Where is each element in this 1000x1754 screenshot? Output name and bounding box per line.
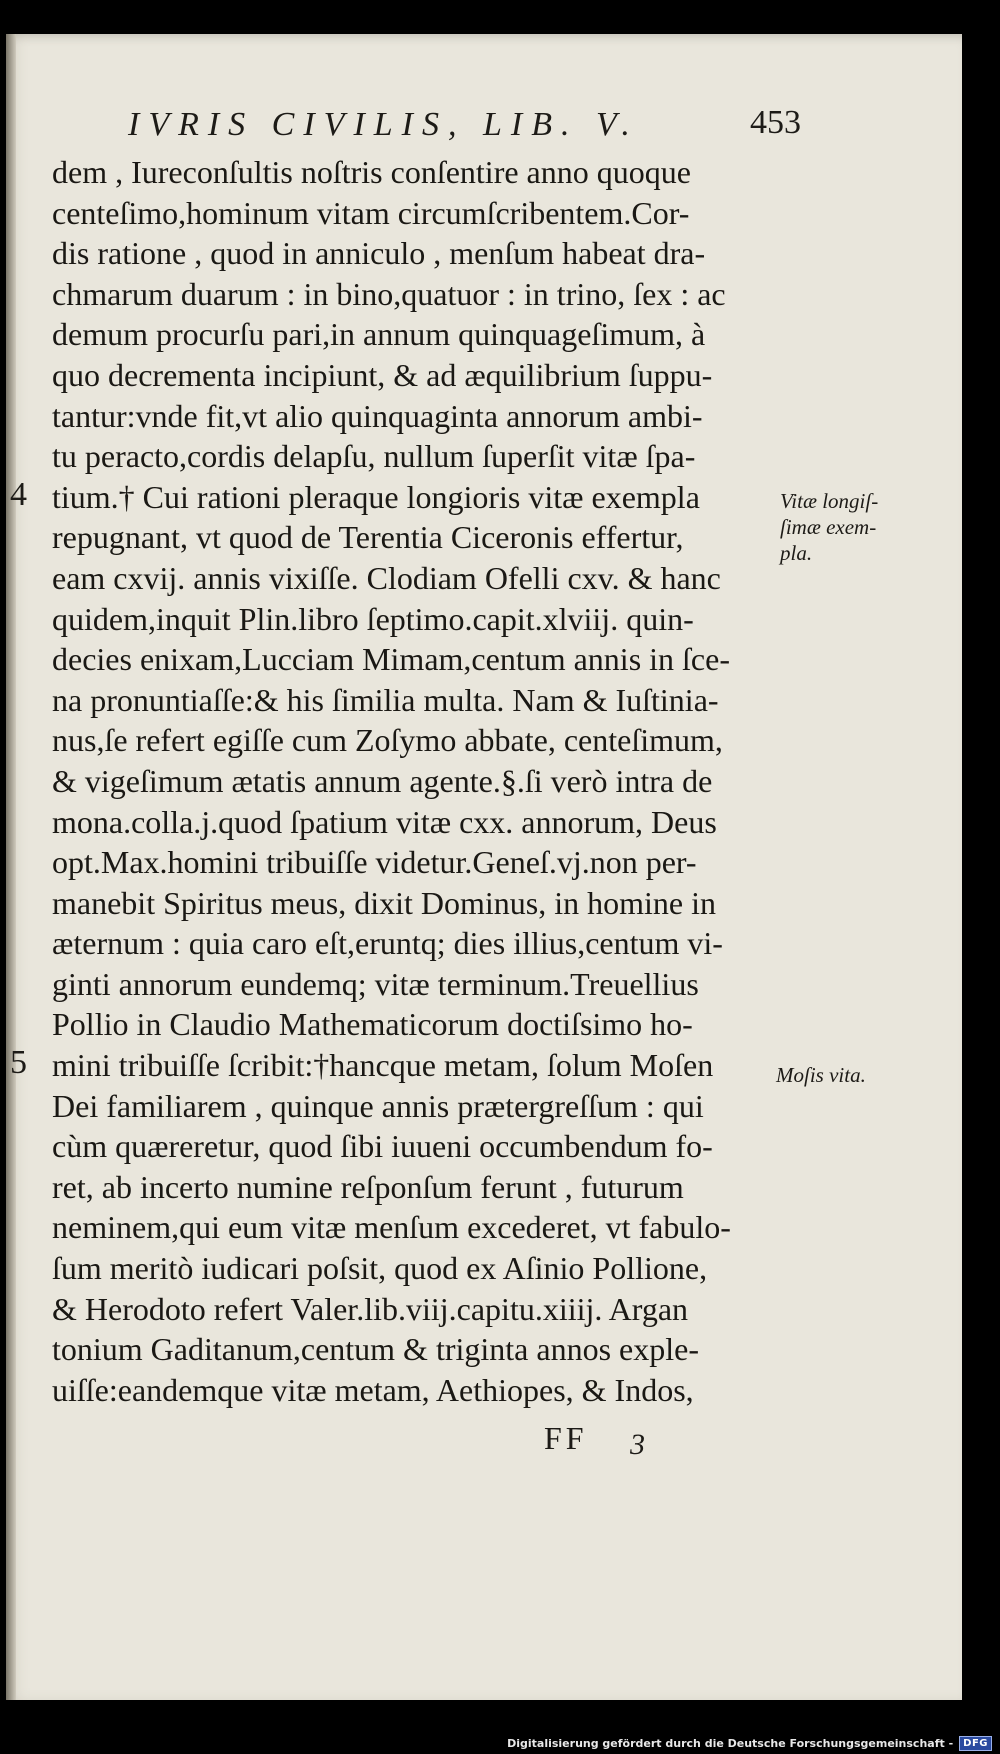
text-line: ginti annorum eundemq; vitæ terminum.Treuellius xyxy=(52,965,699,1002)
signature-number: 3 xyxy=(630,1428,645,1461)
text-line: manebit Spiritus meus, dixit Dominus, in homine in xyxy=(52,884,716,921)
text-line: centeſimo,hominum vitam circumſcribentem.Cor- xyxy=(52,194,690,231)
text-line: repugnant, vt quod de Terentia Ciceronis effertur, xyxy=(52,519,684,556)
dfg-logo: DFG xyxy=(959,1736,992,1751)
text-line: dem , Iureconſultis noſtris conſentire anno quoque xyxy=(52,154,691,190)
text-line: & Herodoto refert Valer.lib.viij.capitu.xiiij. Argan xyxy=(52,1290,689,1327)
text-line: uiſſe:eandemque vitæ metam, Aethiopes, & Indos, xyxy=(52,1371,694,1408)
text-line: neminem,qui eum vitæ menſum excederet, vt fabulo- xyxy=(52,1209,731,1246)
text-line: quidem,inquit Plin.libro ſeptimo.capit.xlviij. quin- xyxy=(52,600,694,637)
text-line: cùm quæreretur, quod ſibi iuueni occumbendum fo- xyxy=(52,1128,713,1165)
text-line: tantur:vnde fit,vt alio quinquaginta annorum ambi- xyxy=(52,397,703,434)
page-gutter-shadow xyxy=(6,34,16,1700)
text-line: mini tribuiſſe ſcribit:†hancque metam, ſolum Moſen xyxy=(52,1047,714,1084)
margin-note-number: 4 xyxy=(10,476,27,513)
margin-note-number: 5 xyxy=(10,1044,27,1081)
text-line: demum procurſu pari,in annum quinquageſimum, à xyxy=(52,316,706,353)
text-line: ſum meritò iudicari poſsit, quod ex Aſinio Pollione, xyxy=(52,1250,708,1287)
text-line: chmarum duarum : in bino,quatuor : in trino, ſex : ac xyxy=(52,275,726,312)
text-line: & vigeſimum ætatis annum agente.§.ſi verò intra de xyxy=(52,762,713,799)
text-line: dis ratione , quod in anniculo , menſum habeat dra- xyxy=(52,235,706,272)
signature-mark: FF xyxy=(544,1420,588,1456)
running-title: IVRIS CIVILIS, LIB. V. xyxy=(128,106,639,143)
text-line: ret, ab incerto numine reſponſum ferunt , futurum xyxy=(52,1168,684,1205)
text-line: opt.Max.homini tribuiſſe videtur.Geneſ.vj.non per- xyxy=(52,844,697,881)
margin-note-line: ſimæ exem- xyxy=(780,515,877,539)
text-line: tonium Gaditanum,centum & triginta annos exple- xyxy=(52,1331,699,1368)
text-line: mona.colla.j.quod ſpatium vitæ cxx. annorum, Deus xyxy=(52,803,717,840)
margin-note-line: Vitæ longiſ- xyxy=(780,489,879,513)
margin-note-moses: Moſis vita. xyxy=(776,1063,866,1087)
text-line: decies enixam,Lucciam Mimam,centum annis in ſce- xyxy=(52,641,730,678)
credit-text: Digitalisierung gefördert durch die Deutsche Forschungsgemeinschaft - xyxy=(507,1736,954,1750)
text-line: tium.† Cui rationi pleraque longioris vitæ exempla xyxy=(52,478,700,515)
text-line: tu peracto,cordis delapſu, nullum ſuperſit vitæ ſpa- xyxy=(52,438,696,475)
text-line: Pollio in Claudio Mathematicorum doctiſsimo ho- xyxy=(52,1006,693,1043)
body-text xyxy=(52,152,772,1410)
text-line: æternum : quia caro eſt,eruntq; dies illius,centum vi- xyxy=(52,925,723,962)
digitization-credit xyxy=(507,1734,992,1752)
text-line: eam cxvij. annis vixiſſe. Clodiam Ofelli cxv. & hanc xyxy=(52,559,721,596)
text-line: nus,ſe refert egiſſe cum Zoſymo abbate, centeſimum, xyxy=(52,722,723,759)
text-line: quo decrementa incipiunt, & ad æquilibrium ſuppu- xyxy=(52,356,713,393)
text-line: Dei familiarem , quinque annis prætergreſſum : qui xyxy=(52,1087,704,1124)
margin-note-line: pla. xyxy=(780,541,813,565)
page-number: 453 xyxy=(750,104,801,141)
text-line: na pronuntiaſſe:& his ſimilia multa. Nam & Iuſtinia- xyxy=(52,681,719,718)
margin-note-longevity xyxy=(780,488,878,566)
